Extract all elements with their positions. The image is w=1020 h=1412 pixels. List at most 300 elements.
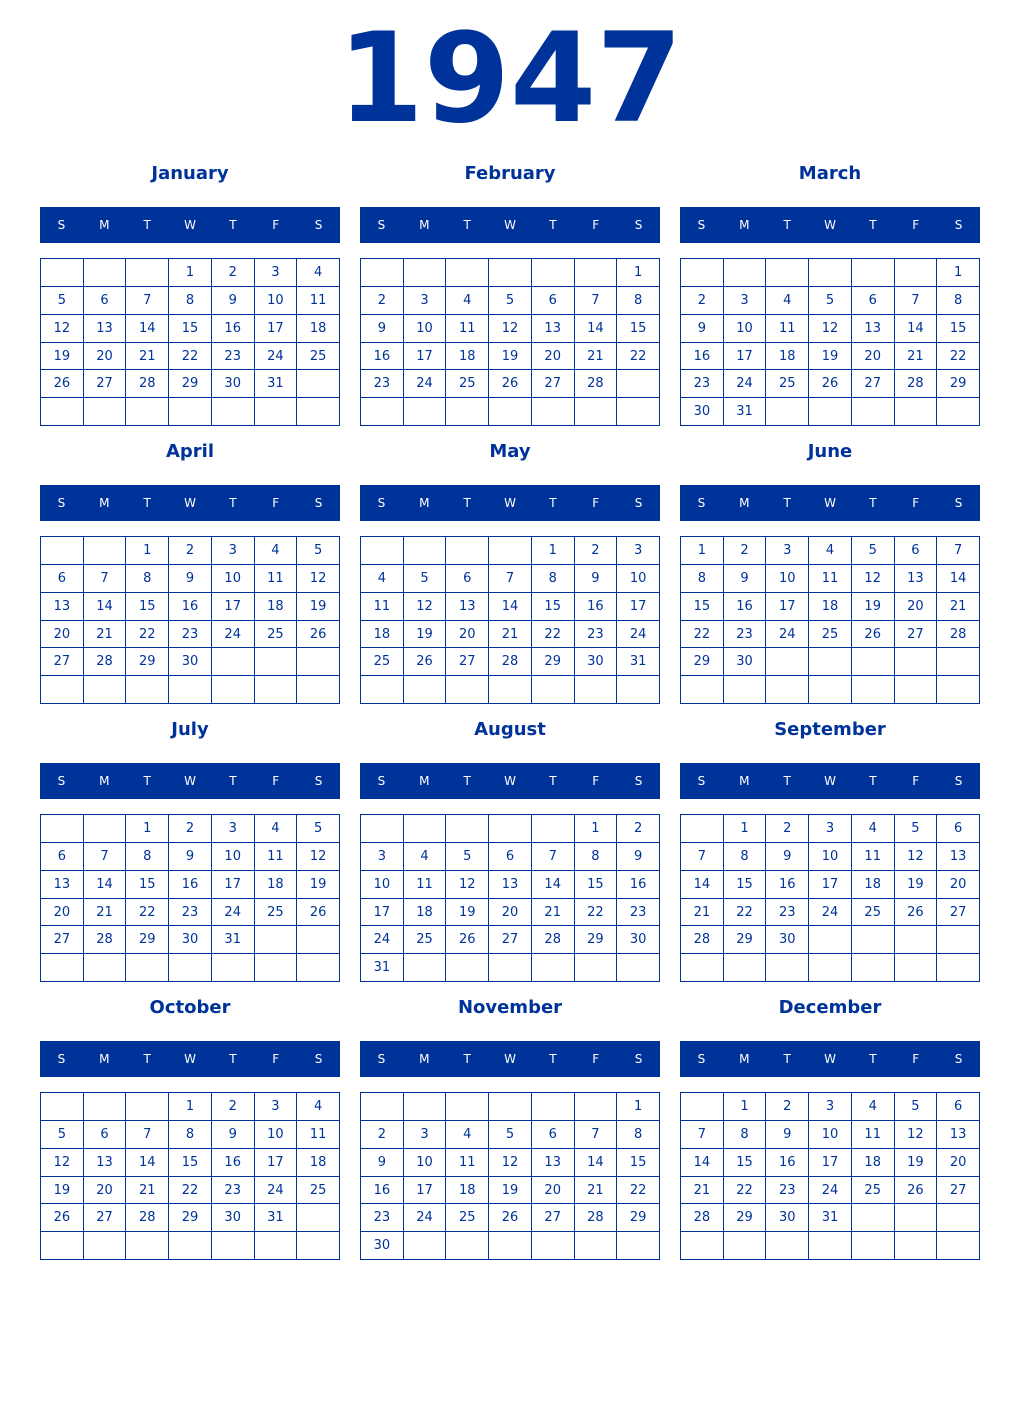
empty-day-cell <box>446 1232 489 1260</box>
day-cell: 29 <box>617 1204 660 1232</box>
day-cell: 7 <box>532 843 575 871</box>
day-cell: 19 <box>297 871 340 899</box>
weekday-label: F <box>592 774 600 788</box>
empty-day-cell <box>681 815 724 843</box>
empty-day-cell <box>297 1232 340 1260</box>
day-cell: 10 <box>255 287 298 315</box>
day-cell: 26 <box>489 370 532 398</box>
day-cell: 19 <box>404 621 447 649</box>
month-title: November <box>457 997 563 1018</box>
empty-day-cell <box>41 259 84 287</box>
day-cell: 21 <box>895 343 938 371</box>
weekday-label: W <box>824 1052 836 1066</box>
empty-day-cell <box>84 537 127 565</box>
day-cell: 2 <box>575 537 618 565</box>
day-cell: 31 <box>361 954 404 982</box>
day-cell: 27 <box>84 370 127 398</box>
weekday-label: S <box>954 1052 963 1066</box>
day-cell: 11 <box>297 1121 340 1149</box>
day-cell: 25 <box>361 648 404 676</box>
day-cell: 22 <box>575 899 618 927</box>
day-cell: 3 <box>212 815 255 843</box>
weekday-label: W <box>184 218 196 232</box>
day-cell: 24 <box>212 621 255 649</box>
empty-day-cell <box>297 1204 340 1232</box>
day-cell: 13 <box>937 1121 980 1149</box>
weekday-label: T <box>549 218 557 232</box>
day-cell: 6 <box>489 843 532 871</box>
weekday-label: T <box>549 774 557 788</box>
weekday-label: T <box>783 218 791 232</box>
weekday-label: S <box>697 496 706 510</box>
day-cell: 8 <box>532 565 575 593</box>
day-cell: 11 <box>297 287 340 315</box>
day-cell: 7 <box>84 843 127 871</box>
day-cell: 13 <box>532 315 575 343</box>
weekday-header <box>680 485 980 521</box>
day-cell: 31 <box>809 1204 852 1232</box>
weekday-header <box>360 207 660 243</box>
day-cell: 8 <box>681 565 724 593</box>
day-cell: 4 <box>446 287 489 315</box>
empty-day-cell <box>809 398 852 426</box>
empty-day-cell <box>361 259 404 287</box>
weekday-label: T <box>229 774 237 788</box>
day-cell: 18 <box>446 1177 489 1205</box>
weekday-label: T <box>143 218 151 232</box>
day-cell: 2 <box>212 259 255 287</box>
empty-day-cell <box>852 1232 895 1260</box>
day-cell: 14 <box>575 1149 618 1177</box>
day-cell: 20 <box>852 343 895 371</box>
day-cell: 19 <box>489 1177 532 1205</box>
weekday-label: M <box>99 218 110 232</box>
day-cell: 26 <box>809 370 852 398</box>
day-cell: 6 <box>532 287 575 315</box>
day-cell: 26 <box>41 1204 84 1232</box>
day-cell: 13 <box>84 1149 127 1177</box>
empty-day-cell <box>809 1232 852 1260</box>
empty-day-cell <box>297 370 340 398</box>
weekday-label: T <box>143 496 151 510</box>
weekday-label: T <box>783 774 791 788</box>
weekday-label: S <box>57 218 66 232</box>
weekday-label: T <box>463 774 471 788</box>
day-cell: 1 <box>169 1093 212 1121</box>
empty-day-cell <box>575 398 618 426</box>
weekday-label: M <box>99 774 110 788</box>
day-cell: 21 <box>681 1177 724 1205</box>
day-cell: 8 <box>126 565 169 593</box>
day-cell: 9 <box>212 1121 255 1149</box>
day-cell: 11 <box>446 1149 489 1177</box>
weekday-header <box>40 207 340 243</box>
day-cell: 11 <box>766 315 809 343</box>
day-cell: 6 <box>41 565 84 593</box>
day-cell: 28 <box>489 648 532 676</box>
day-cell: 2 <box>169 537 212 565</box>
empty-day-cell <box>895 398 938 426</box>
weekday-label: W <box>824 774 836 788</box>
empty-day-cell <box>404 815 447 843</box>
empty-day-cell <box>404 1093 447 1121</box>
day-cell: 14 <box>489 593 532 621</box>
day-cell: 22 <box>617 343 660 371</box>
empty-day-cell <box>575 259 618 287</box>
day-cell: 29 <box>169 370 212 398</box>
day-cell: 29 <box>532 648 575 676</box>
day-cell: 5 <box>489 287 532 315</box>
empty-day-cell <box>212 676 255 704</box>
day-cell: 18 <box>809 593 852 621</box>
day-cell: 12 <box>297 565 340 593</box>
weekday-header <box>40 763 340 799</box>
empty-day-cell <box>41 398 84 426</box>
day-cell: 13 <box>41 871 84 899</box>
empty-day-cell <box>766 259 809 287</box>
day-cell: 10 <box>212 843 255 871</box>
weekday-label: M <box>739 496 750 510</box>
day-cell: 12 <box>895 1121 938 1149</box>
day-cell: 11 <box>809 565 852 593</box>
empty-day-cell <box>937 954 980 982</box>
day-cell: 15 <box>575 871 618 899</box>
weekday-label: S <box>697 218 706 232</box>
day-cell: 30 <box>724 648 767 676</box>
day-cell: 12 <box>489 315 532 343</box>
empty-day-cell <box>84 676 127 704</box>
empty-day-cell <box>681 1232 724 1260</box>
month-title: January <box>151 163 229 184</box>
day-cell: 31 <box>724 398 767 426</box>
month-title: August <box>474 719 546 740</box>
day-cell: 31 <box>255 370 298 398</box>
day-cell: 27 <box>532 1204 575 1232</box>
day-cell: 17 <box>404 1177 447 1205</box>
day-cell: 22 <box>724 899 767 927</box>
day-cell: 27 <box>489 926 532 954</box>
day-cell: 20 <box>84 343 127 371</box>
day-cell: 20 <box>937 871 980 899</box>
day-cell: 5 <box>489 1121 532 1149</box>
day-cell: 29 <box>681 648 724 676</box>
day-cell: 5 <box>41 287 84 315</box>
day-cell: 20 <box>489 899 532 927</box>
day-cell: 28 <box>681 926 724 954</box>
empty-day-cell <box>575 676 618 704</box>
day-cell: 19 <box>41 1177 84 1205</box>
empty-day-cell <box>575 1232 618 1260</box>
day-cell: 6 <box>84 1121 127 1149</box>
empty-day-cell <box>84 1093 127 1121</box>
day-cell: 16 <box>212 1149 255 1177</box>
day-cell: 23 <box>766 1177 809 1205</box>
day-cell: 22 <box>169 1177 212 1205</box>
day-grid <box>680 1092 980 1260</box>
day-cell: 26 <box>404 648 447 676</box>
weekday-label: W <box>504 496 516 510</box>
empty-day-cell <box>84 815 127 843</box>
weekday-label: T <box>869 496 877 510</box>
day-cell: 1 <box>126 815 169 843</box>
day-cell: 12 <box>297 843 340 871</box>
empty-day-cell <box>766 648 809 676</box>
day-cell: 6 <box>937 815 980 843</box>
weekday-label: F <box>912 496 920 510</box>
day-cell: 2 <box>617 815 660 843</box>
day-cell: 20 <box>532 343 575 371</box>
day-cell: 24 <box>212 899 255 927</box>
empty-day-cell <box>169 1232 212 1260</box>
weekday-label: M <box>419 218 430 232</box>
day-cell: 13 <box>446 593 489 621</box>
day-cell: 9 <box>361 315 404 343</box>
weekday-label: S <box>314 1052 323 1066</box>
day-grid <box>360 814 660 982</box>
day-cell: 26 <box>297 621 340 649</box>
empty-day-cell <box>575 954 618 982</box>
day-cell: 16 <box>169 871 212 899</box>
day-cell: 28 <box>937 621 980 649</box>
month-title: March <box>798 163 862 184</box>
day-cell: 15 <box>532 593 575 621</box>
day-cell: 22 <box>126 621 169 649</box>
day-cell: 18 <box>255 593 298 621</box>
month-title: December <box>778 997 882 1018</box>
empty-day-cell <box>532 815 575 843</box>
day-cell: 5 <box>404 565 447 593</box>
weekday-label: W <box>184 1052 196 1066</box>
day-cell: 30 <box>169 648 212 676</box>
empty-day-cell <box>852 398 895 426</box>
day-cell: 8 <box>169 1121 212 1149</box>
empty-day-cell <box>446 398 489 426</box>
weekday-label: F <box>592 1052 600 1066</box>
day-cell: 28 <box>84 648 127 676</box>
empty-day-cell <box>126 1093 169 1121</box>
day-cell: 14 <box>126 1149 169 1177</box>
day-cell: 30 <box>212 370 255 398</box>
day-cell: 7 <box>681 1121 724 1149</box>
day-cell: 17 <box>766 593 809 621</box>
day-cell: 14 <box>681 871 724 899</box>
empty-day-cell <box>126 954 169 982</box>
day-cell: 19 <box>489 343 532 371</box>
day-cell: 24 <box>766 621 809 649</box>
day-cell: 11 <box>255 565 298 593</box>
day-cell: 2 <box>766 1093 809 1121</box>
day-cell: 16 <box>361 1177 404 1205</box>
day-cell: 31 <box>212 926 255 954</box>
empty-day-cell <box>297 676 340 704</box>
day-cell: 14 <box>532 871 575 899</box>
month-title: May <box>489 441 531 462</box>
day-cell: 20 <box>895 593 938 621</box>
empty-day-cell <box>724 954 767 982</box>
weekday-label: F <box>592 218 600 232</box>
day-cell: 23 <box>617 899 660 927</box>
day-cell: 8 <box>575 843 618 871</box>
empty-day-cell <box>404 1232 447 1260</box>
weekday-label: M <box>739 218 750 232</box>
day-cell: 1 <box>937 259 980 287</box>
weekday-label: S <box>377 496 386 510</box>
day-cell: 18 <box>297 1149 340 1177</box>
empty-day-cell <box>895 648 938 676</box>
weekday-label: W <box>504 218 516 232</box>
day-cell: 7 <box>126 1121 169 1149</box>
day-cell: 10 <box>809 843 852 871</box>
day-cell: 10 <box>361 871 404 899</box>
day-cell: 19 <box>41 343 84 371</box>
day-cell: 28 <box>126 370 169 398</box>
weekday-label: S <box>697 774 706 788</box>
weekday-label: T <box>229 496 237 510</box>
day-cell: 12 <box>489 1149 532 1177</box>
empty-day-cell <box>937 1232 980 1260</box>
empty-day-cell <box>297 398 340 426</box>
day-cell: 12 <box>41 315 84 343</box>
day-grid <box>680 814 980 982</box>
day-cell: 30 <box>169 926 212 954</box>
day-cell: 7 <box>126 287 169 315</box>
weekday-header <box>360 1041 660 1077</box>
weekday-label: S <box>314 496 323 510</box>
weekday-label: F <box>272 1052 280 1066</box>
day-cell: 4 <box>852 815 895 843</box>
day-cell: 22 <box>532 621 575 649</box>
empty-day-cell <box>724 676 767 704</box>
empty-day-cell <box>852 926 895 954</box>
day-cell: 7 <box>937 537 980 565</box>
weekday-header <box>40 485 340 521</box>
empty-day-cell <box>446 676 489 704</box>
day-cell: 21 <box>126 343 169 371</box>
day-cell: 23 <box>681 370 724 398</box>
day-cell: 3 <box>255 1093 298 1121</box>
empty-day-cell <box>84 398 127 426</box>
empty-day-cell <box>681 1093 724 1121</box>
day-cell: 4 <box>404 843 447 871</box>
day-cell: 11 <box>446 315 489 343</box>
weekday-label: F <box>272 774 280 788</box>
day-cell: 20 <box>84 1177 127 1205</box>
empty-day-cell <box>41 1093 84 1121</box>
empty-day-cell <box>404 537 447 565</box>
empty-day-cell <box>895 676 938 704</box>
empty-day-cell <box>446 259 489 287</box>
weekday-label: S <box>57 1052 66 1066</box>
day-cell: 25 <box>446 370 489 398</box>
day-cell: 26 <box>489 1204 532 1232</box>
weekday-label: S <box>697 1052 706 1066</box>
day-cell: 24 <box>255 343 298 371</box>
day-cell: 22 <box>617 1177 660 1205</box>
day-cell: 17 <box>255 1149 298 1177</box>
day-cell: 3 <box>724 287 767 315</box>
day-cell: 20 <box>41 621 84 649</box>
empty-day-cell <box>489 815 532 843</box>
day-cell: 21 <box>532 899 575 927</box>
day-cell: 11 <box>852 1121 895 1149</box>
weekday-label: M <box>419 496 430 510</box>
month-title: April <box>165 441 215 462</box>
day-cell: 8 <box>126 843 169 871</box>
day-cell: 27 <box>852 370 895 398</box>
empty-day-cell <box>41 815 84 843</box>
day-cell: 21 <box>575 1177 618 1205</box>
day-cell: 30 <box>212 1204 255 1232</box>
day-cell: 23 <box>724 621 767 649</box>
day-cell: 30 <box>575 648 618 676</box>
day-cell: 1 <box>532 537 575 565</box>
empty-day-cell <box>895 954 938 982</box>
day-cell: 24 <box>809 1177 852 1205</box>
empty-day-cell <box>895 1232 938 1260</box>
weekday-label: T <box>869 218 877 232</box>
empty-day-cell <box>41 676 84 704</box>
day-cell: 13 <box>532 1149 575 1177</box>
month-title: September <box>774 719 886 740</box>
day-cell: 14 <box>575 315 618 343</box>
day-cell: 8 <box>937 287 980 315</box>
day-cell: 6 <box>937 1093 980 1121</box>
weekday-label: S <box>57 496 66 510</box>
day-cell: 24 <box>404 1204 447 1232</box>
empty-day-cell <box>489 537 532 565</box>
empty-day-cell <box>361 537 404 565</box>
day-cell: 5 <box>297 537 340 565</box>
day-grid <box>360 258 660 426</box>
empty-day-cell <box>724 259 767 287</box>
day-cell: 19 <box>446 899 489 927</box>
weekday-label: T <box>463 218 471 232</box>
day-cell: 30 <box>681 398 724 426</box>
empty-day-cell <box>937 648 980 676</box>
day-cell: 22 <box>169 343 212 371</box>
day-cell: 13 <box>852 315 895 343</box>
day-cell: 2 <box>681 287 724 315</box>
day-cell: 7 <box>489 565 532 593</box>
empty-day-cell <box>532 398 575 426</box>
day-cell: 24 <box>617 621 660 649</box>
empty-day-cell <box>297 954 340 982</box>
day-cell: 3 <box>809 1093 852 1121</box>
empty-day-cell <box>41 1232 84 1260</box>
day-cell: 2 <box>361 1121 404 1149</box>
day-cell: 29 <box>126 648 169 676</box>
empty-day-cell <box>404 676 447 704</box>
empty-day-cell <box>212 648 255 676</box>
weekday-label: T <box>463 1052 471 1066</box>
day-cell: 21 <box>84 899 127 927</box>
weekday-label: T <box>143 1052 151 1066</box>
day-cell: 3 <box>809 815 852 843</box>
day-cell: 2 <box>766 815 809 843</box>
month-title: July <box>171 719 209 740</box>
day-grid <box>360 1092 660 1260</box>
empty-day-cell <box>212 1232 255 1260</box>
day-cell: 10 <box>766 565 809 593</box>
empty-day-cell <box>255 1232 298 1260</box>
day-cell: 18 <box>404 899 447 927</box>
day-grid <box>40 258 340 426</box>
day-cell: 18 <box>361 621 404 649</box>
day-cell: 10 <box>404 1149 447 1177</box>
day-cell: 15 <box>681 593 724 621</box>
empty-day-cell <box>766 954 809 982</box>
empty-day-cell <box>575 1093 618 1121</box>
